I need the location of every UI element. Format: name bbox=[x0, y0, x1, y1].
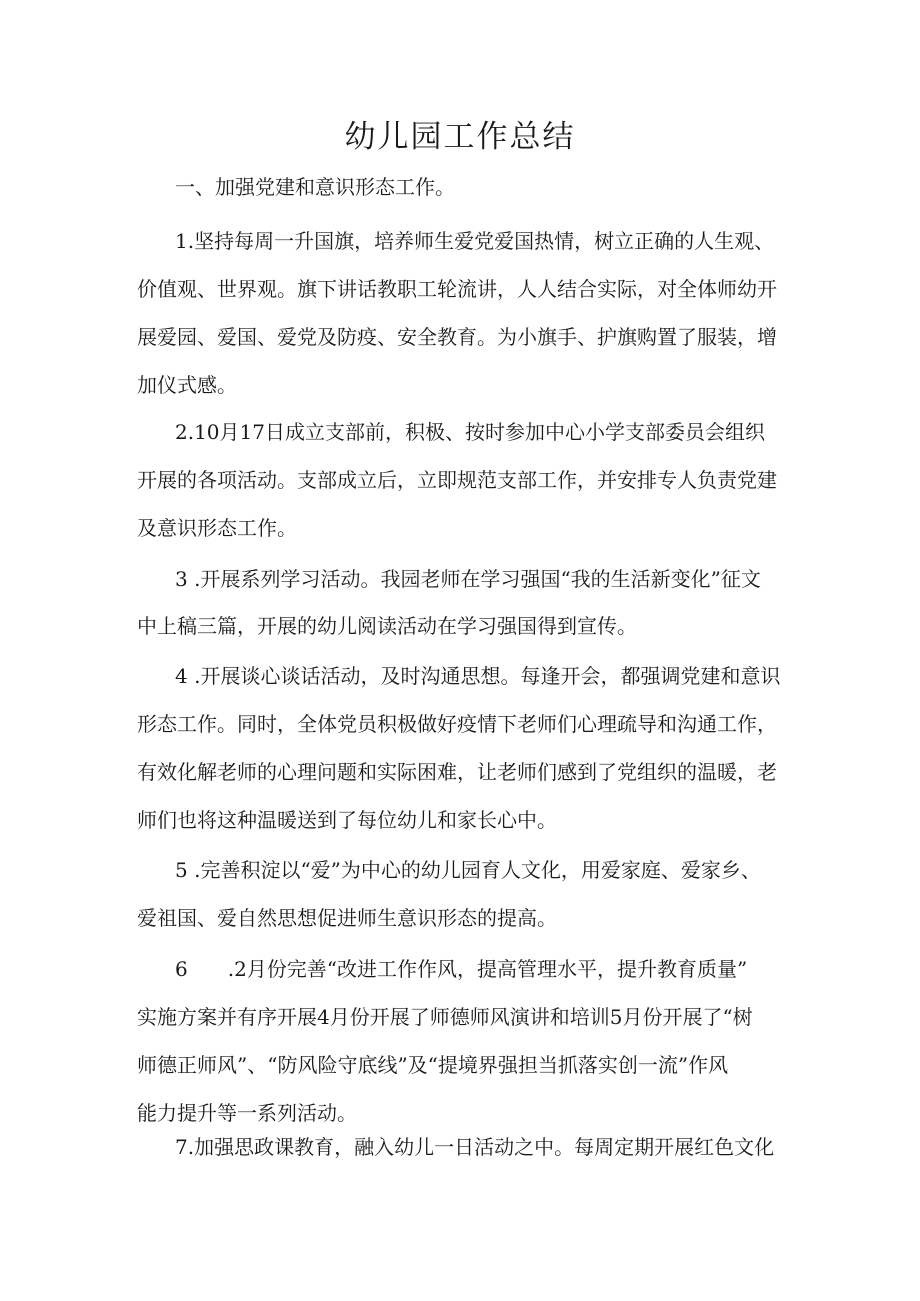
paragraph-4-line-4: 师们也将这种温暖送到了每位幼儿和家长心中。 bbox=[137, 808, 557, 832]
paragraph-1-line-3: 展爱园、爱国、爱党及防疫、安全教育。为小旗手、护旗购置了服装，增 bbox=[137, 325, 777, 349]
paragraph-1-line-4: 加仪式感。 bbox=[137, 373, 237, 397]
paragraph-7-line-1: 7.加强思政课教育，融入幼儿一日活动之中。每周定期开展红色文化 bbox=[175, 1135, 775, 1159]
paragraph-5-line-1: 5 .完善积淀以“爱”为中心的幼儿园育人文化，用爱家庭、爱家乡、 bbox=[175, 858, 761, 882]
paragraph-3-line-2: 中上稿三篇，开展的幼儿阅读活动在学习强国得到宣传。 bbox=[137, 614, 637, 638]
paragraph-2-line-2: 开展的各项活动。支部成立后，立即规范支部工作，并安排专人负责党建 bbox=[137, 468, 777, 492]
paragraph-3-line-1: 3 .开展系列学习活动。我园老师在学习强国“我的生活新变化”征文 bbox=[175, 567, 761, 591]
page-title: 幼儿园工作总结 bbox=[344, 119, 576, 155]
paragraph-6-line-4: 能力提升等一系列活动。 bbox=[137, 1101, 357, 1125]
paragraph-6-line-2: 实施方案并有序开展4月份开展了师德师风演讲和培训5月份开展了“树 bbox=[137, 1005, 753, 1029]
paragraph-1-line-2: 价值观、世界观。旗下讲话教职工轮流讲，人人结合实际，对全体师幼开 bbox=[137, 277, 777, 301]
paragraph-5-line-2: 爱祖国、爱自然思想促进师生意识形态的提高。 bbox=[137, 906, 557, 930]
paragraph-1-line-1: 1.坚持每周一升国旗，培养师生爱党爱国热情，树立正确的人生观、 bbox=[175, 229, 775, 253]
paragraph-2-line-1: 2.10月17日成立支部前，积极、按时参加中心小学支部委员会组织 bbox=[175, 420, 765, 444]
paragraph-4-line-2: 形态工作。同时，全体党员积极做好疫情下老师们心理疏导和沟通工作， bbox=[137, 712, 777, 736]
paragraph-4-line-3: 有效化解老师的心理问题和实际困难，让老师们感到了党组织的温暖，老 bbox=[137, 760, 777, 784]
paragraph-2-line-3: 及意识形态工作。 bbox=[137, 516, 297, 540]
paragraph-4-line-1: 4 .开展谈心谈话活动，及时沟通思想。每逢开会，都强调党建和意识 bbox=[175, 664, 781, 688]
paragraph-6-line-3: 师德正师风”、“防风险守底线”及“提境界强担当抓落实创一流”作风 bbox=[137, 1053, 729, 1077]
paragraph-6-line-1: 6 .2月份完善“改进工作作风，提高管理水平，提升教育质量” bbox=[175, 957, 748, 981]
section-heading: 一、加强党建和意识形态工作。 bbox=[175, 175, 455, 199]
